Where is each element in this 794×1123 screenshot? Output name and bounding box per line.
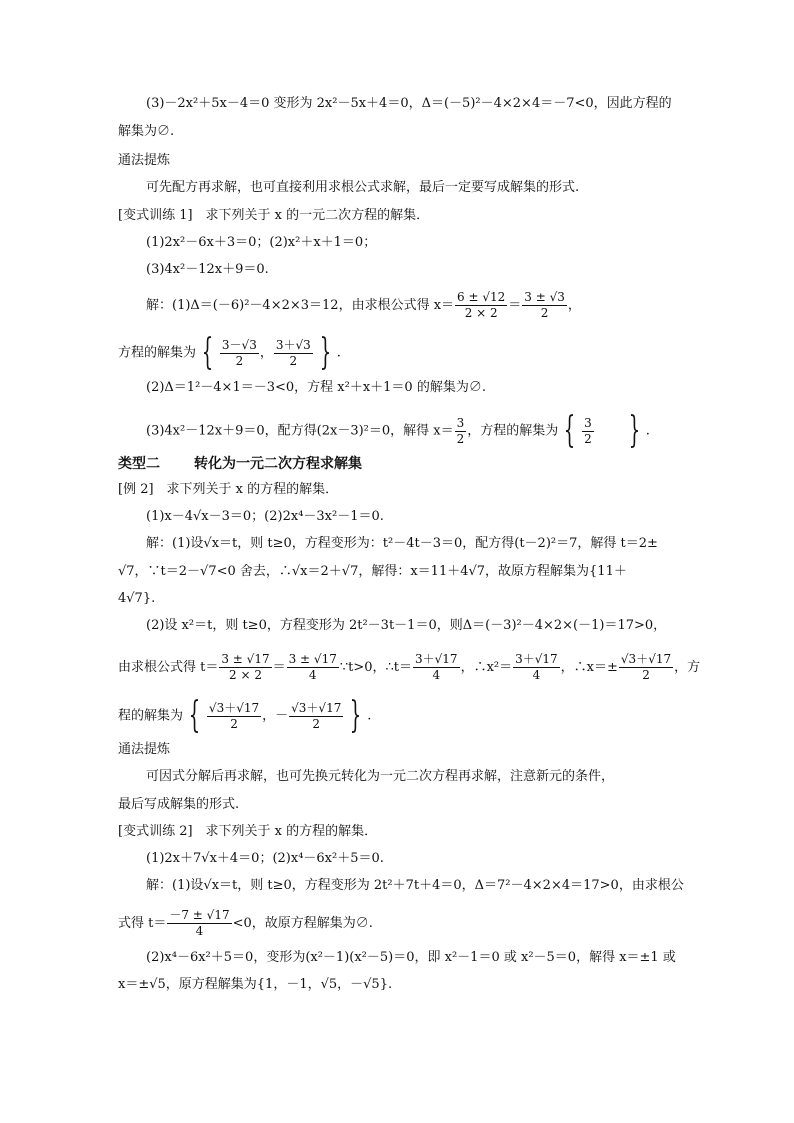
left-brace: {	[188, 695, 201, 736]
text-segment: ＝	[272, 660, 286, 675]
fraction-denominator: 4	[195, 924, 204, 938]
text-line: (3)4x²－12x＋9＝0.	[146, 262, 269, 277]
fraction-numerator: 3＋√17	[515, 652, 558, 666]
text-line: 可先配方再求解，也可直接利用求根公式求解，最后一定要写成解集的形式.	[146, 180, 580, 195]
fraction-denominator: 4	[532, 668, 541, 682]
text-segment: ∵t>0，∴t＝	[339, 660, 412, 675]
text-segment: .	[336, 345, 341, 361]
text-segment: 方程的解集为	[118, 345, 197, 361]
fraction-denominator: 2	[456, 431, 465, 446]
fraction-numerator: √3＋√17	[620, 652, 672, 666]
heading-label: 类型二	[118, 456, 160, 472]
fraction	[220, 338, 259, 369]
text-segment: 解：(1)Δ＝(－6)²－4×2×3＝12，由求根公式得 x＝	[146, 298, 455, 313]
text-line: (2)设 x²＝t，则 t≥0，方程变形为 2t²－3t－1＝0，则Δ＝(－3)²－4×2×(－1)＝17>0，	[146, 618, 667, 633]
fraction	[619, 652, 673, 683]
section-label: 通法提炼	[118, 742, 171, 757]
fraction	[455, 416, 467, 447]
right-brace: }	[319, 332, 331, 373]
fraction-numerator: √3＋√17	[208, 700, 260, 715]
text-line: √7，∵t＝2－√7<0 舍去，∴√x＝2＋√7，解得：x＝11＋4√7，故原方程解集为{11＋	[118, 564, 627, 579]
fraction-denominator: 2	[312, 716, 321, 731]
text-segment: .	[645, 423, 650, 439]
section-heading	[118, 454, 362, 474]
text-line: 解：(1)设√x＝t，则 t≥0，方程变形为 2t²＋7t＋4＝0，Δ＝7²－4×2×4＝17>0，由求根公	[146, 878, 684, 893]
text-segment: ，方程的解集为	[467, 423, 559, 439]
fraction-denominator: 4	[432, 668, 441, 682]
exercise-title: [变式训练 1] 求下列关于 x 的一元二次方程的解集．	[118, 208, 430, 223]
left-brace: {	[563, 410, 576, 451]
text-line: 最后写成解集的形式.	[118, 797, 240, 812]
right-brace: }	[628, 410, 640, 451]
text-line: (2)Δ＝1²－4×1＝－3<0，方程 x²＋x＋1＝0 的解集为∅.	[146, 380, 486, 395]
text-segment: 由求根公式得 t＝	[118, 660, 219, 675]
text-segment: ，	[567, 298, 581, 313]
text-segment: <0，故原方程解集为∅.	[232, 916, 373, 931]
text-segment: .	[367, 708, 372, 724]
fraction	[287, 652, 339, 683]
text-segment: ，	[259, 345, 273, 361]
fraction	[522, 290, 567, 321]
fraction	[167, 908, 231, 939]
text-line: x＝±√5，原方程解集为{1，－1，√5，－√5}.	[118, 977, 393, 992]
fraction	[274, 338, 313, 369]
example-title: [例 2] 求下列关于 x 的方程的解集．	[118, 482, 339, 497]
heading-title: 转化为一元二次方程求解集	[194, 456, 362, 472]
fraction	[582, 416, 594, 447]
right-brace: }	[350, 695, 362, 736]
fraction-numerator: 3＋√17	[415, 652, 458, 666]
text-line: (1)2x²－6x＋3＝0；(2)x²＋x＋1＝0；	[146, 235, 377, 250]
fraction-numerator: 3－√3	[221, 337, 257, 352]
text-segment: ，－	[262, 708, 289, 724]
fraction-numerator: 3 ± √17	[221, 652, 270, 666]
left-brace: {	[201, 332, 214, 373]
fraction-denominator: 2 × 2	[464, 306, 498, 320]
text-line: (1)x－4√x－3＝0；(2)2x⁴－3x²－1＝0.	[146, 509, 384, 524]
fraction-numerator: 3	[584, 415, 592, 430]
solution-line	[118, 908, 373, 939]
fraction	[219, 652, 271, 683]
fraction-denominator: 2	[289, 353, 298, 368]
exercise-title: [变式训练 2] 求下列关于 x 的方程的解集．	[118, 824, 378, 839]
text-line: 可因式分解后再求解，也可先换元转化为一元二次方程再求解，注意新元的条件，	[146, 769, 615, 784]
text-segment: ，方	[674, 660, 701, 675]
text-line: (2)x⁴－6x²＋5＝0，变形为(x²－1)(x²－5)＝0，即 x²－1＝0 或 x²－5＝0，解得 x＝±1 或	[146, 950, 676, 965]
fraction-numerator: 6 ± √12	[457, 290, 506, 304]
text-line: (3)－2x²＋5x－4＝0 变形为 2x²－5x＋4＝0，Δ＝(－5)²－4×2×4＝－7<0，因此方程的	[146, 96, 672, 111]
fraction	[455, 290, 507, 321]
solution-line	[118, 695, 372, 736]
fraction-numerator: －7 ± √17	[169, 908, 230, 922]
fraction-denominator: 2 × 2	[229, 668, 262, 682]
fraction	[289, 701, 343, 732]
text-line: 4√7}.	[118, 591, 156, 606]
text-segment: (3)4x²－12x＋9＝0，配方得(2x－3)²＝0，解得 x＝	[146, 423, 454, 439]
solution-line	[118, 652, 700, 683]
fraction	[207, 701, 261, 732]
text-line: (1)2x＋7√x＋4＝0；(2)x⁴－6x²＋5＝0.	[146, 851, 384, 866]
fraction-numerator: 3 ± √3	[524, 290, 565, 304]
text-segment: 式得 t＝	[118, 916, 167, 931]
fraction	[513, 652, 560, 683]
text-segment: ，∴x²＝	[460, 660, 513, 675]
fraction-denominator: 4	[308, 668, 317, 682]
fraction-numerator: 3	[456, 415, 465, 430]
text-segment: ＝	[508, 298, 522, 313]
fraction-denominator: 2	[540, 306, 549, 320]
fraction	[413, 652, 460, 683]
text-line: 解：(1)设√x＝t，则 t≥0，方程变形为：t²－4t－3＝0，配方得(t－2)²＝7，解得 t＝2±	[146, 536, 658, 551]
text-segment: ，∴x＝±	[560, 660, 618, 675]
fraction-denominator: 2	[584, 431, 592, 446]
fraction-numerator: 3 ± √17	[288, 652, 337, 666]
text-line: 解集为∅.	[118, 124, 175, 139]
fraction-numerator: 3＋√3	[275, 337, 311, 352]
fraction-denominator: 2	[230, 716, 238, 731]
fraction-denominator: 2	[235, 353, 244, 368]
section-label: 通法提炼	[118, 153, 171, 168]
solution-line	[118, 332, 341, 373]
fraction-denominator: 2	[642, 668, 650, 682]
solution-line	[146, 290, 581, 321]
fraction-numerator: √3＋√17	[291, 700, 342, 715]
text-segment: 程的解集为	[118, 708, 184, 724]
solution-line	[146, 410, 650, 451]
